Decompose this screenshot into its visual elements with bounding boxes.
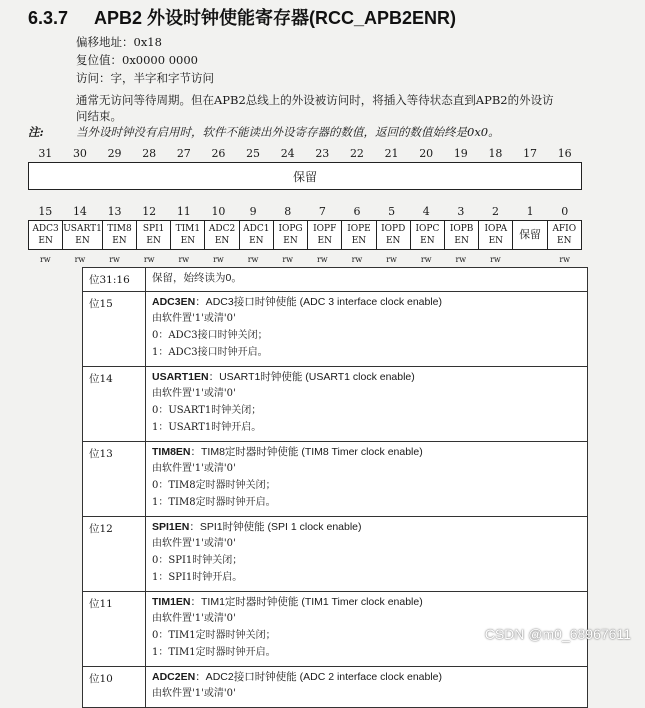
register-field: [103, 221, 137, 249]
bit-position: 位11: [83, 592, 146, 666]
bit-number: 3: [457, 205, 465, 218]
access-info: 访问：字，半字和字节访问: [76, 71, 214, 85]
description-body: [146, 517, 587, 591]
access-type: rw: [282, 255, 294, 264]
field-detail-on: 1：USART1时钟开启。: [152, 422, 262, 433]
field-detail-off: 0：SPI1时钟关闭；: [152, 555, 243, 566]
field-name-line2: EN: [420, 236, 435, 246]
register-field: [240, 221, 274, 249]
access-type: rw: [213, 255, 224, 264]
bit-number: 11: [176, 205, 191, 218]
field-name-line2: EN: [454, 236, 469, 246]
bit-position: 位13: [83, 442, 146, 516]
field-title: [152, 670, 581, 685]
section-number: 6.3.7: [28, 8, 69, 28]
field-description: ：USART1时钟使能 (USART1 clock enable): [208, 371, 415, 383]
field-name-line2: EN: [385, 236, 401, 246]
field-name-line1: 保留: [519, 228, 542, 241]
field-detail-set: 由软件置'1'或清'0': [152, 463, 236, 474]
field-name-line2: EN: [283, 236, 298, 246]
bit-number: 28: [142, 147, 157, 160]
field-detail-on: 1：SPI1时钟开启。: [152, 572, 243, 583]
field-name: SPI1EN: [152, 521, 190, 533]
field-name-line1: SPI1: [142, 224, 165, 234]
access-type: rw: [178, 255, 190, 264]
bit-number: 6: [353, 205, 361, 218]
register-field: [377, 221, 411, 249]
bit-number: 24: [280, 147, 295, 160]
bit-number: 12: [142, 205, 157, 218]
bit-number: 25: [246, 147, 261, 160]
field-description: 保留，始终读为0。: [152, 272, 242, 284]
watermark: CSDN @m0_68967611: [484, 626, 631, 642]
bit-number: 31: [38, 147, 53, 160]
field-detail-set: 由软件置'1'或清'0': [152, 313, 236, 324]
field-name-line1: ADC2: [208, 224, 236, 234]
bit-position: 位31:16: [83, 268, 146, 291]
wait-state-line2: 问结束。: [76, 109, 122, 123]
field-title: [152, 271, 581, 286]
access-types: [28, 255, 582, 264]
field-name-line2: EN: [557, 236, 572, 246]
field-name-line2: EN: [112, 236, 127, 246]
access-type: rw: [420, 255, 432, 264]
register-field: [548, 221, 581, 249]
note-text: 当外设时钟没有启用时，软件不能读出外设寄存器的数值，返回的数值始终是0x0。: [76, 125, 500, 139]
access-type: rw: [74, 255, 86, 264]
bit-number: 26: [211, 147, 226, 160]
description-row: [83, 292, 587, 367]
bit-number: 17: [523, 147, 538, 160]
field-description: ：TIM1定时器时钟使能 (TIM1 Timer clock enable): [190, 596, 423, 608]
access-type: rw: [109, 255, 120, 264]
section-heading: [28, 4, 456, 30]
bit-number: 14: [72, 205, 87, 218]
bit-number: 22: [349, 147, 364, 160]
bit-number: 21: [384, 147, 399, 160]
description-body: [146, 442, 587, 516]
access-type: rw: [143, 255, 155, 264]
bit-number: 16: [557, 147, 572, 160]
high-reserved-field: [28, 162, 582, 190]
field-name-line1: TIM8: [107, 224, 132, 234]
register-field: [274, 221, 308, 249]
wait-state-line1: 通常无访问等待周期。但在APB2总线上的外设被访问时，将插入等待状态直到APB2的外设访: [76, 93, 554, 107]
field-title: [152, 445, 581, 460]
field-detail-set: 由软件置'1'或清'0': [152, 688, 236, 699]
bit-number: 5: [388, 205, 396, 218]
bit-number: 0: [561, 205, 569, 218]
field-detail-on: 1：TIM1定时器时钟开启。: [152, 647, 276, 658]
field-name-line2: EN: [38, 236, 53, 246]
bit-number: 19: [453, 147, 468, 160]
field-name-line1: IOPC: [415, 224, 440, 234]
field-name-line1: ADC3: [32, 224, 59, 234]
reserved-label: 保留: [292, 169, 317, 184]
field-name: TIM1EN: [152, 596, 191, 608]
field-name-line2: EN: [249, 236, 264, 246]
access-type: rw: [490, 255, 501, 264]
description-row: [83, 517, 587, 592]
field-title: [152, 295, 581, 310]
bit-number: 7: [318, 205, 326, 218]
field-name-line1: IOPE: [347, 224, 371, 234]
description-body: [146, 292, 587, 366]
field-detail-off: 0：USART1时钟关闭；: [152, 405, 262, 416]
field-title: [152, 520, 581, 535]
field-title: [152, 370, 581, 385]
field-name-line1: TIM1: [175, 224, 201, 234]
register-field: [308, 221, 342, 249]
bit-number: 9: [249, 205, 257, 218]
bit-position: 位12: [83, 517, 146, 591]
description-body: [146, 367, 587, 441]
register-field: [411, 221, 445, 249]
bit-position: 位14: [83, 367, 146, 441]
access-type: rw: [386, 255, 397, 264]
access-type: rw: [559, 255, 571, 264]
register-field: [342, 221, 376, 249]
access-type: rw: [316, 255, 328, 264]
register-field: [205, 221, 239, 249]
field-name-line1: IOPG: [278, 224, 303, 234]
register-field: [479, 221, 513, 249]
bit-number: 18: [488, 147, 503, 160]
field-description: ：TIM8定时器时钟使能 (TIM8 Timer clock enable): [190, 446, 423, 458]
field-name: USART1EN: [152, 371, 209, 383]
field-detail-set: 由软件置'1'或清'0': [152, 613, 236, 624]
register-field: [63, 221, 103, 249]
field-name-line1: IOPA: [484, 224, 508, 234]
description-body: [146, 268, 587, 291]
high-bit-numbers: [28, 147, 582, 160]
bit-position: 位10: [83, 667, 146, 707]
field-description: ：SPI1时钟使能 (SPI 1 clock enable): [189, 521, 362, 533]
register-field: [137, 221, 171, 249]
register-field: [445, 221, 479, 249]
description-row: [83, 268, 587, 292]
description-row: [83, 667, 587, 708]
field-name: ADC3EN: [152, 296, 196, 308]
description-row: [83, 367, 587, 442]
access-type: rw: [351, 255, 363, 264]
bit-number: 4: [422, 205, 430, 218]
field-name-line2: EN: [214, 236, 230, 246]
field-name: TIM8EN: [152, 446, 191, 458]
field-title: [152, 595, 581, 610]
offset-address: 偏移地址：0x18: [76, 35, 162, 49]
field-detail-off: 0：TIM8定时器时钟关闭；: [152, 480, 276, 491]
field-name-line2: EN: [488, 236, 504, 246]
bit-number: 8: [284, 205, 292, 218]
access-type: rw: [39, 255, 51, 264]
field-detail-on: 1：ADC3接口时钟开启。: [152, 347, 268, 358]
field-name-line1: USART1: [63, 224, 102, 234]
reset-value: 复位值：0x0000 0000: [76, 53, 198, 67]
field-detail-set: 由软件置'1'或清'0': [152, 388, 236, 399]
field-name-line2: EN: [351, 236, 367, 246]
field-name: ADC2EN: [152, 671, 196, 683]
access-type: rw: [247, 255, 259, 264]
field-name-line1: IOPD: [381, 224, 406, 234]
field-description: ：ADC3接口时钟使能 (ADC 3 interface clock enable): [195, 296, 443, 308]
field-name-line1: IOPF: [313, 224, 337, 234]
description-row: [83, 442, 587, 517]
field-name-line1: AFIO: [552, 224, 577, 234]
note-label: 注:: [28, 125, 44, 139]
field-detail-on: 1：TIM8定时器时钟开启。: [152, 497, 276, 508]
description-body: [146, 667, 587, 707]
bit-number: 29: [107, 147, 122, 160]
bit-number: 20: [419, 147, 434, 160]
field-name-line1: IOPB: [449, 224, 474, 234]
low-register-fields: [28, 220, 582, 250]
field-name-line2: EN: [146, 236, 161, 246]
field-name-line2: EN: [75, 236, 90, 246]
bit-position: 位15: [83, 292, 146, 366]
bit-number: 1: [526, 205, 534, 218]
register-field: [513, 221, 547, 249]
bit-number: 27: [176, 147, 191, 160]
bit-number: 10: [211, 205, 226, 218]
access-type: [513, 255, 548, 264]
field-name-line1: ADC1: [243, 224, 270, 234]
field-name-line2: EN: [317, 236, 332, 246]
field-name-line2: EN: [180, 236, 196, 246]
bit-number: 30: [72, 147, 87, 160]
bit-number: 23: [315, 147, 330, 160]
section-title: APB2 外设时钟使能寄存器(RCC_APB2ENR): [94, 8, 457, 28]
field-description: ：ADC2接口时钟使能 (ADC 2 interface clock enable): [195, 671, 443, 683]
low-bit-numbers: [28, 205, 582, 218]
register-field: [29, 221, 63, 249]
bit-number: 13: [107, 205, 122, 218]
field-detail-off: 0：ADC3接口时钟关闭；: [152, 330, 268, 341]
field-detail-off: 0：TIM1定时器时钟关闭；: [152, 630, 276, 641]
field-detail-set: 由软件置'1'或清'0': [152, 538, 236, 549]
access-type: rw: [455, 255, 467, 264]
bit-number: 15: [38, 205, 53, 218]
bit-number: 2: [491, 205, 499, 218]
register-field: [171, 221, 205, 249]
note: [28, 124, 500, 140]
